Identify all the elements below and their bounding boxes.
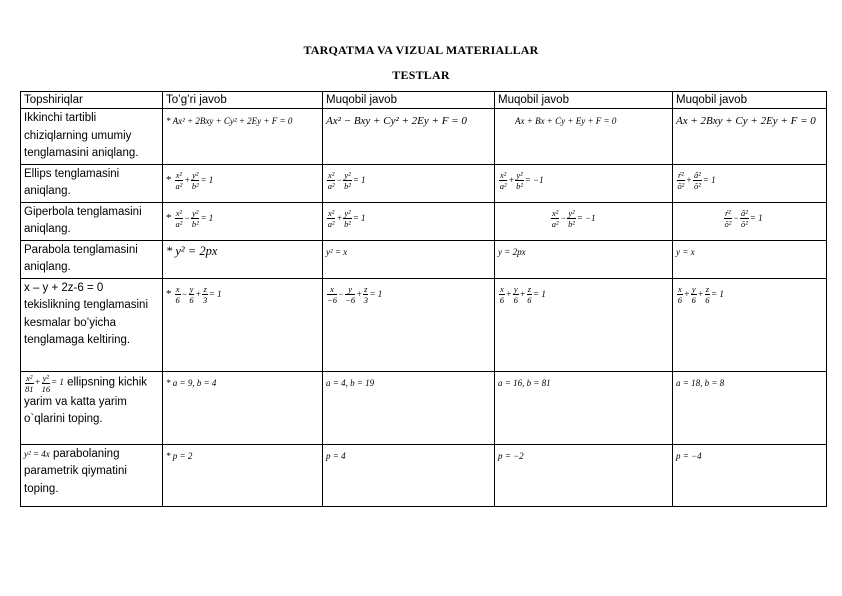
answer-cell [495, 164, 673, 202]
answer-cell [673, 202, 827, 240]
answer-cell [163, 278, 323, 371]
question-cell: x – y + 2z-6 = 0 tekislikning tenglamasini kesmalar bo’yicha tenglamaga keltiring. [21, 278, 163, 371]
test-table [20, 91, 827, 507]
question-text: ellipsning kichik yarim va katta yarim o`qlarini toping. [24, 376, 148, 425]
table-row [21, 278, 827, 371]
formula: * $\frac{\text{x²}}{\text{a²}}$ + $\frac{\text{y²}}{\text{b²}}$ = 1 [166, 169, 214, 191]
formula: $\frac{x}{6}$ + $\frac{y}{6}$ + $\frac{z}{6}$ = 1 [499, 283, 546, 305]
question-formula: $\frac{\text{x²}}{81}$ + $\frac{\text{y²}}{16}$ = 1 [25, 372, 64, 394]
formula: p = −4 [676, 450, 702, 461]
answer-cell [673, 164, 827, 202]
answer-cell [673, 109, 827, 165]
formula: $\frac{\text{x²}}{\text{a²}}$ − $\frac{\text{y²}}{\text{b²}}$ = 1 [327, 169, 366, 191]
header-cell: Muqobil javob [323, 92, 495, 109]
formula: a = 18, b = 8 [676, 377, 725, 388]
answer-cell [323, 164, 495, 202]
header-cell: Muqobil javob [673, 92, 827, 109]
formula: * a = 9, b = 4 [166, 377, 217, 388]
answer-cell [673, 371, 827, 444]
answer-cell [163, 240, 323, 278]
question-formula: y² = 4x [24, 448, 50, 459]
answer-cell [495, 202, 673, 240]
formula: * $\frac{\text{x²}}{\text{a²}}$ − $\frac{\text{y²}}{\text{b²}}$ = 1 [166, 207, 214, 229]
formula: Ax² − Bxy + Cy² + 2Ey + F = 0 [326, 115, 467, 127]
formula: $\frac{x}{-6}$ − $\frac{y}{-6}$ + $\frac{z}{3}$ = 1 [327, 283, 383, 305]
formula: a = 4, b = 19 [326, 377, 375, 388]
answer-cell [163, 164, 323, 202]
answer-cell [323, 371, 495, 444]
formula: $\frac{\text{x²}}{\text{a²}}$ − $\frac{\text{y²}}{\text{b²}}$ = −1 [551, 207, 596, 229]
question-text: parabolaning parametrik qiymatini toping. [24, 447, 127, 495]
question-cell: Parabola tenglamasini aniqlang. [21, 240, 163, 278]
formula: $\frac{\text{ŕ²}}{\text{ŏ²}}$ − $\frac{\text{â²}}{\text{ŏ²}}$ = 1 [724, 207, 763, 229]
answer-cell [323, 444, 495, 506]
table-row [21, 444, 827, 506]
formula: $\frac{\text{ŕ²}}{\text{ŏ²}}$ + $\frac{\text{â²}}{\text{ŏ²}}$ = 1 [677, 169, 716, 191]
answer-cell [495, 444, 673, 506]
answer-cell [673, 278, 827, 371]
formula: $\frac{x}{6}$ + $\frac{y}{6}$ + $\frac{z}{6}$ = 1 [677, 283, 724, 305]
formula: y² = x [326, 246, 348, 257]
formula: p = −2 [498, 450, 524, 461]
answer-cell [495, 109, 673, 165]
answer-cell [495, 371, 673, 444]
answer-cell [323, 109, 495, 165]
answer-cell [163, 371, 323, 444]
formula: p = 4 [326, 450, 346, 461]
answer-cell [323, 278, 495, 371]
table-row [21, 164, 827, 202]
formula: y = x [676, 246, 695, 257]
formula: * $\frac{x}{6}$ − $\frac{y}{6}$ + $\frac{z}{3}$ = 1 [166, 283, 222, 305]
formula: $\frac{\text{x²}}{\text{a²}}$ + $\frac{\text{y²}}{\text{b²}}$ = 1 [327, 207, 366, 229]
answer-cell [163, 444, 323, 506]
header-cell: To’g’ri javob [163, 92, 323, 109]
question-cell [21, 444, 163, 506]
table-header-row [21, 92, 827, 109]
table-row [21, 371, 827, 444]
answer-cell [323, 202, 495, 240]
question-cell [21, 371, 163, 444]
table-row [21, 202, 827, 240]
formula: Ax + 2Bxy + Cy + 2Ey + F = 0 [676, 115, 816, 127]
header-cell: Muqobil javob [495, 92, 673, 109]
document-subtitle: TESTLAR [392, 68, 450, 82]
answer-cell [673, 240, 827, 278]
table-row [21, 109, 827, 165]
answer-cell [323, 240, 495, 278]
formula: $\frac{\text{x²}}{\text{a²}}$ + $\frac{\text{y²}}{\text{b²}}$ = −1 [499, 169, 544, 191]
document-title: TARQATMA VA VIZUAL MATERIALLAR [303, 43, 539, 57]
question-cell: Giperbola tenglamasini aniqlang. [21, 202, 163, 240]
question-cell: Ikkinchi tartibli chiziqlarning umumiy tenglamasini aniqlang. [21, 109, 163, 165]
answer-cell [495, 240, 673, 278]
header-cell: Topshiriqlar [21, 92, 163, 109]
formula: y = 2px [498, 246, 526, 257]
table-row [21, 240, 827, 278]
answer-cell [673, 444, 827, 506]
answer-cell [163, 109, 323, 165]
question-cell: Ellips tenglamasini aniqlang. [21, 164, 163, 202]
formula: * y² = 2px [166, 243, 218, 258]
answer-cell [495, 278, 673, 371]
formula: * Ax² + 2Bxy + Cy² + 2Ey + F = 0 [166, 116, 293, 126]
formula: Ax + Bx + Cy + Ey + F = 0 [515, 116, 617, 126]
formula: a = 16, b = 81 [498, 377, 551, 388]
formula: * p = 2 [166, 450, 193, 461]
answer-cell [163, 202, 323, 240]
